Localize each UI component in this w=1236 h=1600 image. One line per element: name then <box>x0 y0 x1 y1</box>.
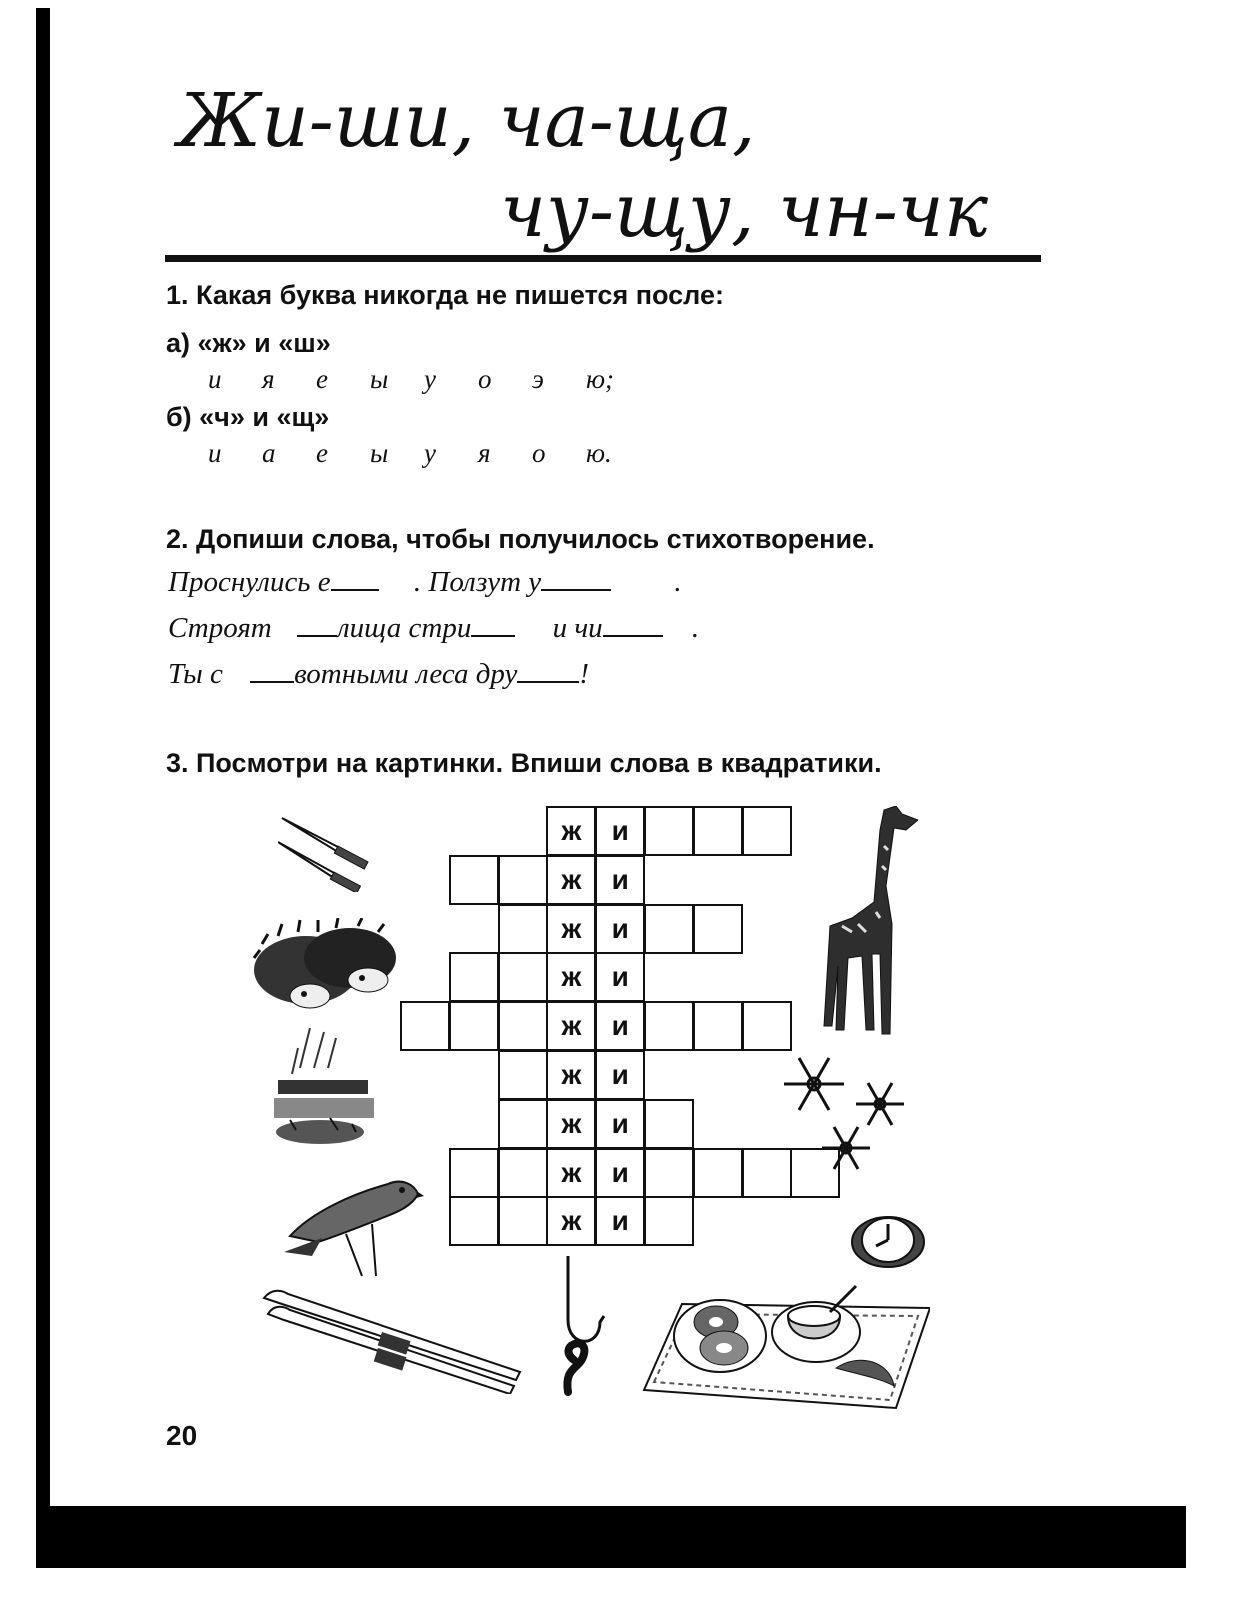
hedgehogs-icon <box>248 918 404 1018</box>
crossword-cell[interactable] <box>693 904 743 954</box>
crossword-cell: ж <box>546 952 596 1002</box>
letter: ы <box>370 364 389 394</box>
crossword-cell[interactable] <box>449 1196 499 1246</box>
crossword-cell: и <box>595 1148 645 1198</box>
crossword-cell[interactable] <box>498 855 548 905</box>
letter: а <box>262 438 276 468</box>
crossword-cell[interactable] <box>644 1001 694 1051</box>
crossword-cell: ж <box>546 806 596 856</box>
puddle-rain-icon <box>270 1028 380 1154</box>
page-title-line-1: Жи-ши, ча-ща, <box>178 78 756 164</box>
scan-left-border <box>36 8 50 1568</box>
letter: у <box>424 438 436 468</box>
knives-icon <box>278 812 378 892</box>
blank-field[interactable] <box>331 567 379 591</box>
crossword-cell: ж <box>546 1001 596 1051</box>
crossword-cell[interactable] <box>449 1148 499 1198</box>
crossword-cell[interactable] <box>693 806 743 856</box>
task-3-heading: 3. Посмотри на картинки. Впиши слова в квадратики. <box>166 748 882 778</box>
poem-text: лища стри <box>337 612 472 644</box>
letter: я <box>262 364 275 394</box>
poem-text: . <box>674 566 682 598</box>
letter: и <box>208 438 222 468</box>
crossword-cell: ж <box>546 1148 596 1198</box>
crossword-cell[interactable] <box>644 1196 694 1246</box>
page-number: 20 <box>166 1420 198 1451</box>
snowflakes-icon <box>778 1048 908 1174</box>
crossword-cell[interactable] <box>498 1001 548 1051</box>
task-1-b-letters <box>208 438 640 469</box>
crossword-cell: ж <box>546 1050 596 1100</box>
letter: е <box>316 364 328 394</box>
crossword-cell[interactable] <box>742 1001 792 1051</box>
poem-line-3 <box>168 658 589 691</box>
crossword-cell[interactable] <box>449 855 499 905</box>
poem-text: вотными леса дру <box>294 658 518 690</box>
giraffe-icon <box>822 806 918 1038</box>
letter: ю; <box>586 364 615 394</box>
task-1-b-label: б) «ч» и «щ» <box>166 402 330 432</box>
finch-bird-icon <box>282 1164 424 1278</box>
letter: е <box>316 438 328 468</box>
crossword-cell: и <box>595 1050 645 1100</box>
task-1-a-letters <box>208 364 640 395</box>
crossword-cell: ж <box>546 1196 596 1246</box>
crossword-cell[interactable] <box>498 1099 548 1149</box>
crossword-cell: и <box>595 806 645 856</box>
poem-line-1 <box>168 566 682 599</box>
poem-text: Проснулись е <box>168 566 331 598</box>
task-1-heading: 1. Какая буква никогда не пишется после: <box>166 280 724 310</box>
crossword-cell: и <box>595 1001 645 1051</box>
skis-icon <box>262 1286 524 1394</box>
crossword-cell[interactable] <box>498 952 548 1002</box>
poem-text: Строят <box>168 612 272 644</box>
worm-on-hook-icon <box>550 1256 614 1400</box>
crossword-cell[interactable] <box>742 806 792 856</box>
crossword-cell: и <box>595 1099 645 1149</box>
scan-bottom-border <box>36 1506 1186 1568</box>
blank-field[interactable] <box>541 567 611 591</box>
letter: и <box>208 364 222 394</box>
crossword-cell[interactable] <box>644 904 694 954</box>
crossword-cell[interactable] <box>498 1196 548 1246</box>
task-2-heading: 2. Допиши слова, чтобы получилось стихотворение. <box>166 524 875 554</box>
letter: ю. <box>586 438 612 468</box>
crossword-cell: и <box>595 855 645 905</box>
crossword-cell[interactable] <box>644 1148 694 1198</box>
poem-text: . <box>691 612 700 644</box>
crossword-cell[interactable] <box>498 904 548 954</box>
letter: я <box>478 438 491 468</box>
poem-text: Ты с <box>168 658 223 690</box>
poem-text: ! <box>579 658 590 690</box>
crossword-cell[interactable] <box>644 806 694 856</box>
crossword-cell: ж <box>546 904 596 954</box>
tea-and-donuts-icon <box>640 1282 930 1410</box>
letter: э <box>532 364 544 394</box>
poem-line-2 <box>168 612 699 645</box>
task-1-a-label: а) «ж» и «ш» <box>166 328 331 358</box>
crossword-cell: ж <box>546 855 596 905</box>
blank-field[interactable] <box>297 613 337 637</box>
crossword-cell: и <box>595 904 645 954</box>
blank-field[interactable] <box>517 659 579 683</box>
crossword-cell[interactable] <box>498 1050 548 1100</box>
clock-icon <box>850 1214 926 1268</box>
crossword-cell: и <box>595 1196 645 1246</box>
crossword-cell[interactable] <box>449 1001 499 1051</box>
crossword-cell[interactable] <box>644 1099 694 1149</box>
letter: о <box>532 438 546 468</box>
page-title-line-2: чу-щу, чн-чк <box>500 168 989 254</box>
letter: ы <box>370 438 389 468</box>
crossword-cell: ж <box>546 1099 596 1149</box>
letter: о <box>478 364 492 394</box>
blank-field[interactable] <box>471 613 515 637</box>
crossword-cell[interactable] <box>693 1001 743 1051</box>
poem-text: . Ползут у <box>413 566 542 598</box>
crossword-cell[interactable] <box>693 1148 743 1198</box>
blank-field[interactable] <box>603 613 663 637</box>
letter: у <box>424 364 436 394</box>
blank-field[interactable] <box>250 659 294 683</box>
crossword-cell[interactable] <box>498 1148 548 1198</box>
title-divider <box>165 255 1041 262</box>
crossword-cell: и <box>595 952 645 1002</box>
crossword-cell[interactable] <box>449 952 499 1002</box>
poem-text: и чи <box>552 612 603 644</box>
crossword-cell[interactable] <box>400 1001 450 1051</box>
